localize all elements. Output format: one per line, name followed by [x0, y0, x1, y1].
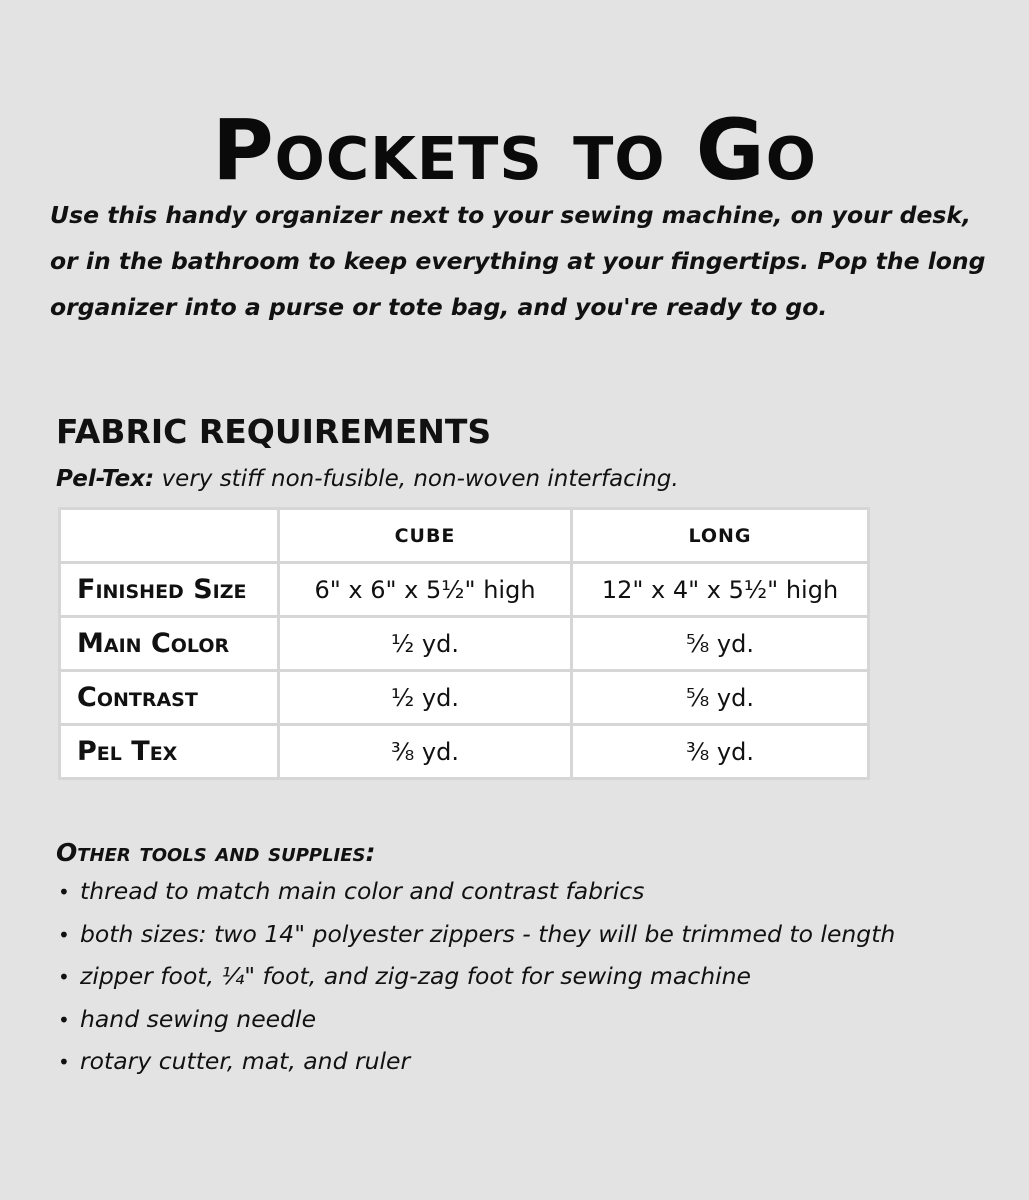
- cell-long: ⁵⁄₈ yd.: [573, 618, 867, 669]
- row-label-pel-tex: Pel Tex: [61, 726, 277, 777]
- row-label-main-color: Main Color: [61, 618, 277, 669]
- fabric-requirements-table: [58, 507, 870, 780]
- page-title: Pockets to Go: [212, 101, 817, 200]
- cell-cube: ³⁄₈ yd.: [280, 726, 570, 777]
- table-row: [61, 672, 867, 723]
- peltex-description: very stiff non-fusible, non-woven interfacing.: [161, 466, 679, 492]
- peltex-note: [56, 466, 679, 492]
- table-row: [61, 618, 867, 669]
- list-item: [58, 870, 998, 913]
- table-corner-cell: [61, 510, 277, 561]
- list-item: [58, 998, 998, 1041]
- fabric-requirements-heading: FABRIC REQUIREMENTS: [56, 412, 492, 451]
- table-row: [61, 726, 867, 777]
- tools-list: [58, 870, 998, 1083]
- column-header-cube: CUBE: [280, 510, 570, 561]
- bullet-icon: •: [58, 880, 70, 904]
- cell-cube: ½ yd.: [280, 618, 570, 669]
- list-item-text: hand sewing needle: [80, 1004, 317, 1033]
- list-item-text: thread to match main color and contrast fabrics: [80, 877, 645, 905]
- cell-long: 12" x 4" x 5½" high: [573, 564, 867, 615]
- tools-heading: Other tools and supplies:: [56, 838, 376, 867]
- list-item-text: rotary cutter, mat, and ruler: [80, 1047, 411, 1075]
- list-item: [58, 1040, 998, 1083]
- row-label-contrast: Contrast: [61, 672, 277, 723]
- column-header-long: LONG: [573, 510, 867, 561]
- bullet-icon: •: [58, 922, 70, 947]
- cell-cube: ½ yd.: [280, 672, 570, 723]
- bullet-icon: •: [58, 1050, 70, 1074]
- cell-cube: 6" x 6" x 5½" high: [280, 564, 570, 615]
- bullet-icon: •: [58, 1007, 70, 1032]
- table-row: [61, 564, 867, 615]
- row-label-finished-size: Finished Size: [61, 564, 277, 615]
- list-item-text: zipper foot, ¼" foot, and zig-zag foot for sewing machine: [80, 962, 751, 990]
- cell-long: ³⁄₈ yd.: [573, 726, 867, 777]
- peltex-term: Pel-Tex:: [56, 466, 155, 492]
- cell-long: ⁵⁄₈ yd.: [573, 672, 867, 723]
- bullet-icon: •: [58, 965, 70, 989]
- intro-paragraph: Use this handy organizer next to your sewing machine, on your desk, or in the bathroom to keep everything at your fingertips. Pop the long organizer into a purse or tote bag, and you're ready to go.: [50, 201, 986, 321]
- table-header-row: [61, 510, 867, 561]
- list-item: [58, 955, 998, 998]
- list-item: [58, 913, 998, 956]
- list-item-text: both sizes: two 14" polyester zippers - they will be trimmed to length: [80, 919, 896, 948]
